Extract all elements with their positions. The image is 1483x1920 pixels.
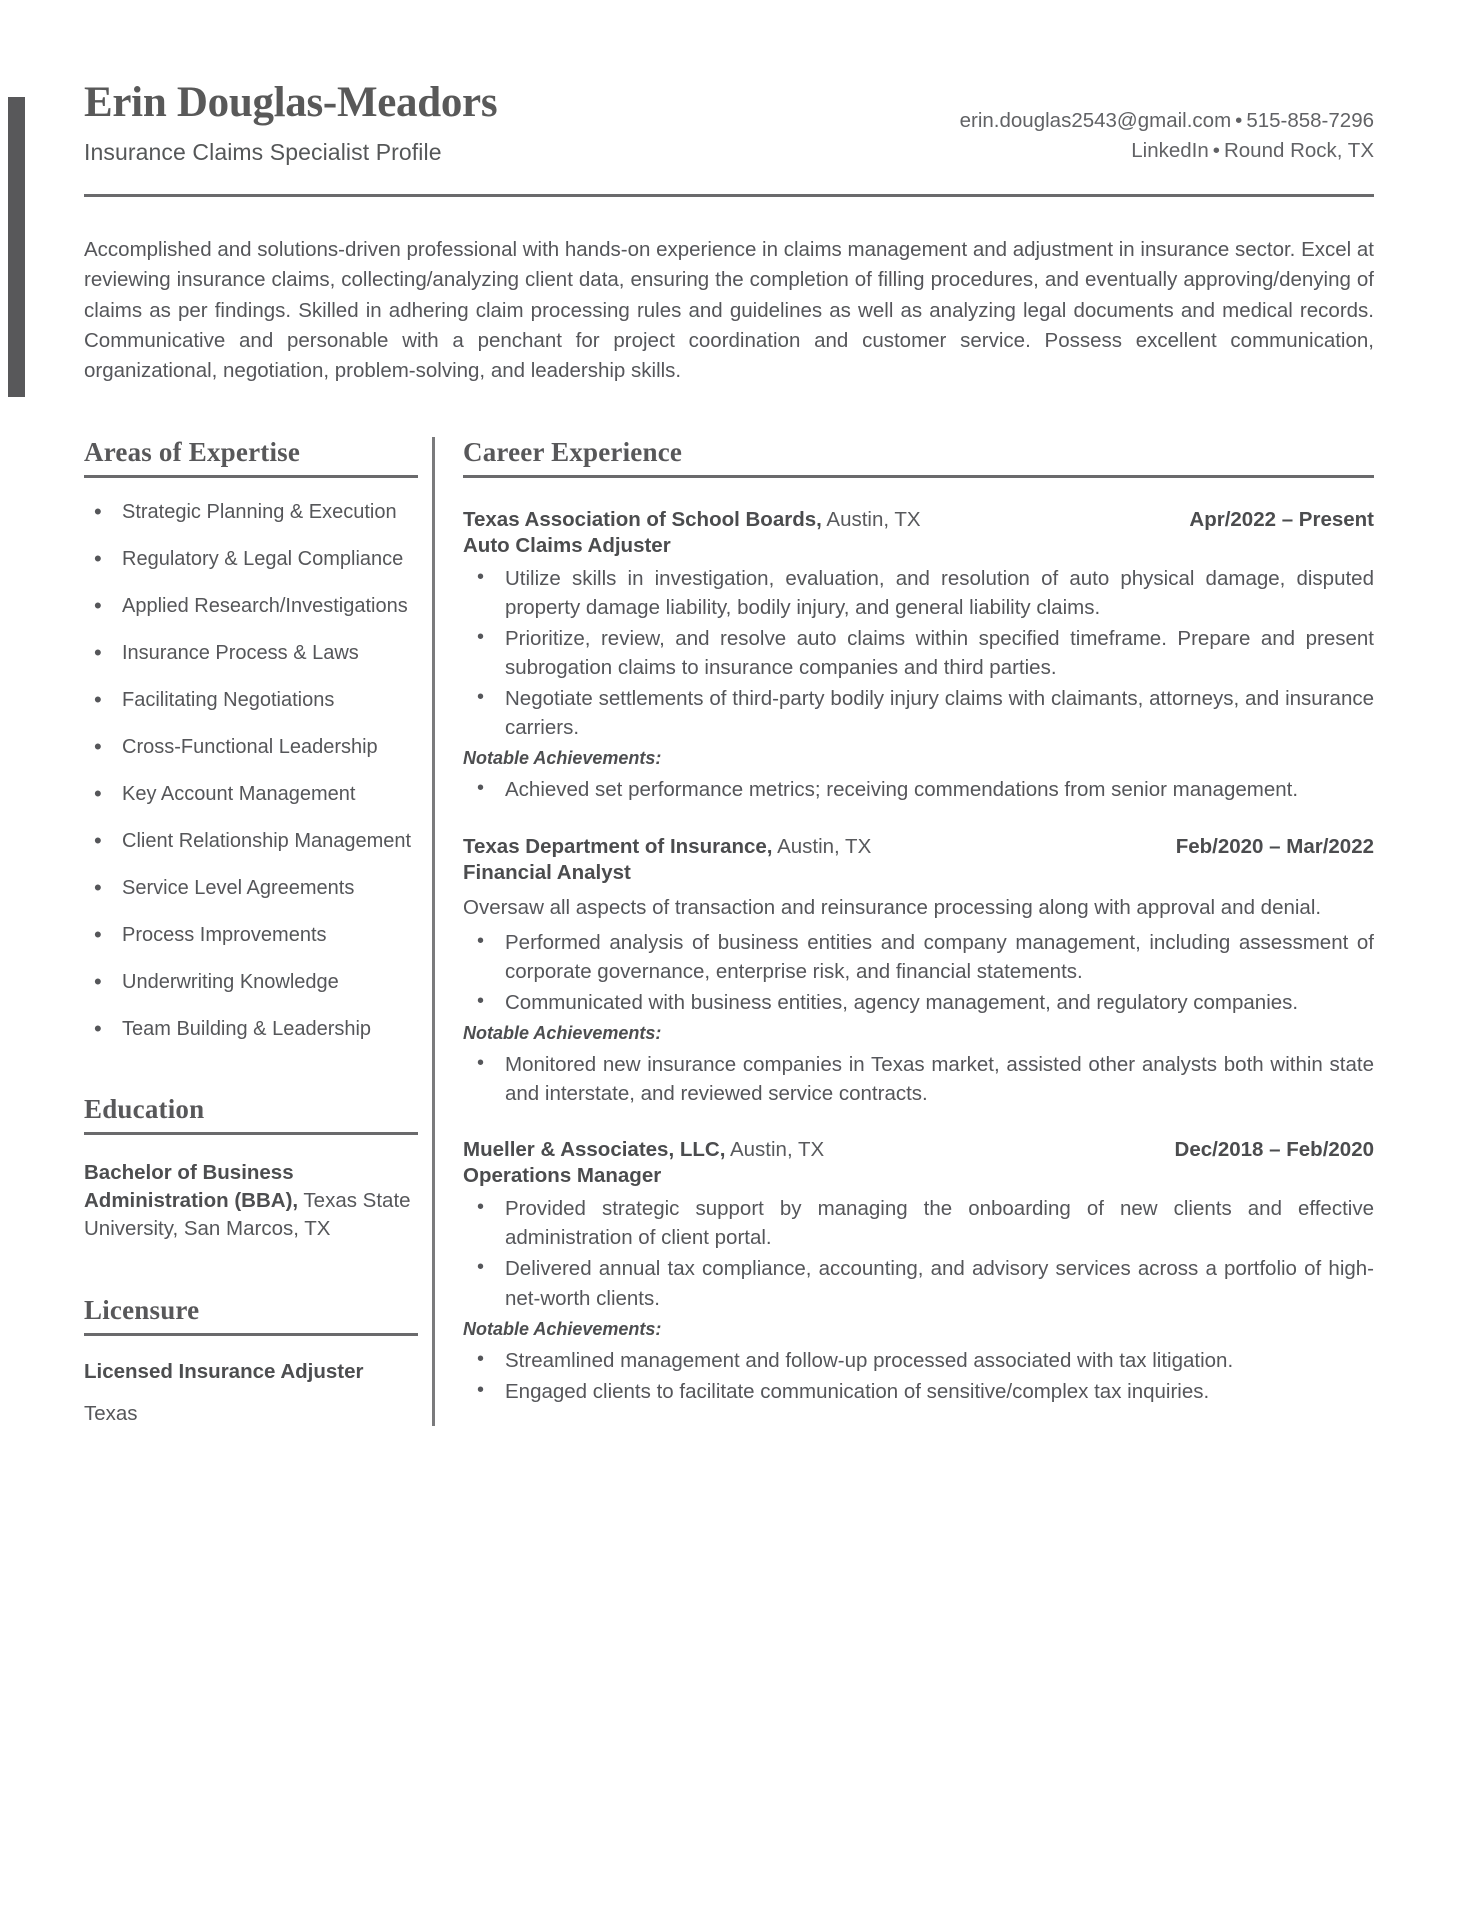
expertise-list xyxy=(84,500,418,1042)
header-identity xyxy=(84,80,497,166)
list-item: • Cross-Functional Leadership xyxy=(84,735,418,760)
job-role: Auto Claims Adjuster xyxy=(463,533,671,557)
list-item: • Communicated with business entities, agency management, and regulatory companies. xyxy=(463,988,1374,1017)
candidate-title: Insurance Claims Specialist Profile xyxy=(84,139,442,166)
list-item: • Insurance Process & Laws xyxy=(84,641,418,666)
list-item: • Utilize skills in investigation, evaluation, and resolution of auto physical damage, disputed property damage liability, bodily injury, and general liability claims. xyxy=(463,564,1374,622)
header-divider xyxy=(84,194,1374,197)
company-location: Austin, TX xyxy=(725,1138,825,1162)
contact-block xyxy=(960,80,1374,165)
list-item: • Streamlined management and follow-up processed associated with tax litigation. xyxy=(463,1346,1374,1375)
list-item: • Achieved set performance metrics; receiving commendations from senior management. xyxy=(463,775,1374,804)
list-item: • Key Account Management xyxy=(84,782,418,807)
professional-summary: Accomplished and solutions-driven professional with hands-on experience in claims management and adjustment in insurance sector. Excel at reviewing insurance claims, collecting/analyzing client data, ensuring the completion of filling procedures, and eventually approving/denying of claims as per findings. Skilled in adhering claim processing rules and guidelines as well as analyzing legal documents and medical records. Communicative and personable with a penchant for project coordination and customer service. Possess excellent communication, organizational, negotiation, problem-solving, and leadership skills. xyxy=(84,238,1374,383)
company-name: Texas Association of School Boards, xyxy=(463,507,822,531)
job-responsibilities xyxy=(463,928,1374,1017)
notable-achievements-label: Notable Achievements: xyxy=(463,1022,662,1043)
education-entry xyxy=(84,1159,418,1243)
experience-heading: Career Experience xyxy=(463,437,1374,478)
list-item: • Performed analysis of business entities and company management, including assessment of corporate governance, enterprise risk, and financial statements. xyxy=(463,928,1374,986)
notable-achievements-label: Notable Achievements: xyxy=(463,1318,662,1339)
licensure-section xyxy=(84,1295,418,1426)
list-item: • Negotiate settlements of third-party bodily injury claims with claimants, attorneys, and insurance carriers. xyxy=(463,684,1374,742)
list-item: • Client Relationship Management xyxy=(84,829,418,854)
list-item: • Prioritize, review, and resolve auto claims within specified timeframe. Prepare and present subrogation claims to insurance companies and third parties. xyxy=(463,624,1374,682)
list-item: • Engaged clients to facilitate communication of sensitive/complex tax inquiries. xyxy=(463,1377,1374,1406)
license-state: Texas xyxy=(84,1402,138,1426)
notable-achievements-label: Notable Achievements: xyxy=(463,748,662,769)
job-achievements xyxy=(463,775,1374,804)
degree-name: Bachelor of Business Administration (BBA), xyxy=(84,1160,299,1212)
experience-entry xyxy=(463,508,1374,805)
email-text[interactable]: erin.douglas2543@gmail.com xyxy=(959,109,1232,132)
left-accent-bar xyxy=(8,97,25,397)
linkedin-link[interactable]: LinkedIn xyxy=(1131,138,1209,162)
company-location: Austin, TX xyxy=(772,834,872,858)
list-item: • Process Improvements xyxy=(84,923,418,948)
candidate-name: Erin Douglas-Meadors xyxy=(84,79,498,126)
list-item: • Delivered annual tax compliance, accounting, and advisory services across a portfolio of high-net-worth clients. xyxy=(463,1254,1374,1312)
expertise-heading: Areas of Expertise xyxy=(84,437,418,478)
job-header-row xyxy=(463,835,1374,859)
resume-body xyxy=(84,437,1374,1426)
list-item: • Regulatory & Legal Compliance xyxy=(84,547,418,572)
company-location: Austin, TX xyxy=(821,507,921,531)
experience-entry xyxy=(463,835,1374,1109)
list-item: • Provided strategic support by managing the onboarding of new clients and effective administration of client portal. xyxy=(463,1194,1374,1252)
license-name: Licensed Insurance Adjuster xyxy=(84,1360,364,1384)
education-section xyxy=(84,1094,418,1243)
school-name: Texas State University, San Marcos, TX xyxy=(84,1188,411,1240)
job-responsibilities xyxy=(463,1194,1374,1312)
job-company-location xyxy=(463,835,871,859)
job-role: Operations Manager xyxy=(463,1164,662,1188)
left-column xyxy=(84,437,432,1426)
contact-line-primary xyxy=(960,106,1374,136)
job-company-location xyxy=(463,1138,824,1162)
phone-text[interactable]: 515-858-7296 xyxy=(1246,109,1374,132)
list-item: • Applied Research/Investigations xyxy=(84,594,418,619)
job-header-row xyxy=(463,1138,1374,1162)
job-achievements xyxy=(463,1346,1374,1406)
bullet-separator-icon: • xyxy=(1212,138,1220,162)
job-role: Financial Analyst xyxy=(463,860,631,884)
job-achievements xyxy=(463,1050,1374,1108)
list-item: • Team Building & Leadership xyxy=(84,1017,418,1042)
job-header-row xyxy=(463,508,1374,532)
resume-content xyxy=(84,0,1374,1426)
list-item: • Monitored new insurance companies in Texas market, assisted other analysts both within state and interstate, and reviewed service contracts. xyxy=(463,1050,1374,1108)
location-text: Round Rock, TX xyxy=(1223,138,1374,162)
list-item: • Strategic Planning & Execution xyxy=(84,500,418,525)
experience-entry xyxy=(463,1138,1374,1406)
company-name: Texas Department of Insurance, xyxy=(463,834,773,858)
company-name: Mueller & Associates, LLC, xyxy=(463,1138,726,1162)
list-item: • Facilitating Negotiations xyxy=(84,688,418,713)
contact-line-secondary xyxy=(960,136,1374,166)
resume-header xyxy=(84,0,1374,166)
employment-dates: Dec/2018 – Feb/2020 xyxy=(1174,1138,1374,1162)
right-column xyxy=(435,437,1374,1426)
job-responsibilities xyxy=(463,564,1374,743)
education-heading: Education xyxy=(84,1094,418,1135)
licensure-heading: Licensure xyxy=(84,1295,418,1336)
employment-dates: Feb/2020 – Mar/2022 xyxy=(1175,834,1374,858)
job-summary: Oversaw all aspects of transaction and reinsurance processing along with approval and denial. xyxy=(463,895,1322,919)
list-item: • Service Level Agreements xyxy=(84,876,418,901)
list-item: • Underwriting Knowledge xyxy=(84,970,418,995)
employment-dates: Apr/2022 – Present xyxy=(1189,507,1374,531)
bullet-separator-icon: • xyxy=(1235,109,1243,132)
job-company-location xyxy=(463,508,921,532)
